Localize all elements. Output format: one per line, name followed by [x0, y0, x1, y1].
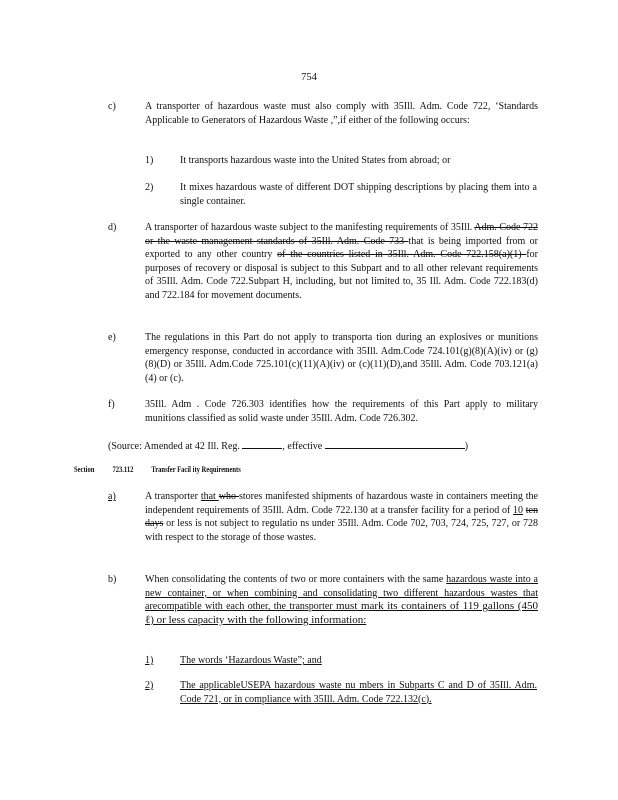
text-run: When consolidating the contents of two or more containers with the same [145, 574, 447, 585]
paragraph-text: The regulations in this Part do not apply to transporta tion during an explosives or munitions emergency response, conducted in accordance with 35Ill. Adm.Code 724.101(g)(8)(A)(iv) or (g)(8)(D) or 35Ill. Adm.Code 725.101(c)(11)(A)(iv) or (c)(11)(D),and 35Ill. Adm. Code 703.121(a)(4) or (c). [145, 332, 538, 384]
paragraph-e [108, 331, 538, 385]
paragraph-text [145, 573, 538, 627]
subparagraph-b1 [145, 654, 537, 668]
paragraph-d [108, 221, 538, 303]
subparagraph-text [180, 679, 537, 706]
subparagraph-text: It transports hazardous waste into the United States from abroad; or [180, 155, 451, 166]
source-suffix: ) [464, 441, 469, 452]
subparagraph-c2 [145, 181, 537, 208]
label-text: 2) [145, 680, 154, 691]
paragraph-a [108, 490, 538, 544]
paragraph-text [145, 221, 538, 303]
inserted-text: must mark its containers of 119 gallons (450 ℓ) or less capacity with the following information: [145, 600, 538, 626]
paragraph-label: e) [108, 332, 116, 343]
inserted-text: The applicableUSEPA hazardous waste nu mbers in Subparts C and D of 35Ill. Adm. Code 721, or in compliance with 35Ill. Adm. Code 722.132(c). [180, 680, 537, 705]
paragraph-c [108, 100, 538, 127]
subparagraph-label [145, 654, 153, 668]
deleted-text: Adm. Code 722 or the waste management standards of 35Ill. Adm. Code 733 [145, 222, 538, 247]
inserted-text: hazardous waste into a new container, or when combining and consolidating two different hazardous wastes that arecompatible with each other, the transporter [145, 574, 538, 613]
section-heading [74, 465, 257, 474]
subparagraph-label [145, 679, 153, 693]
deleted-text: days [145, 518, 164, 530]
label-text: 1) [145, 655, 154, 666]
paragraph-text: A transporter of hazardous waste must also comply with 35Ill. Adm. Code 722, ‘Standards Applicable to Generators of Hazardous Waste ,”,if either of the following occurs: [145, 101, 538, 126]
deleted-text: who [218, 491, 239, 502]
subparagraph-text [180, 654, 537, 668]
paragraph-label: d) [108, 222, 117, 233]
inserted-text: 10 [513, 504, 524, 516]
section-number: 723.112 [112, 465, 134, 474]
paragraph-label [108, 490, 116, 504]
paragraph-label: b) [108, 574, 117, 585]
subparagraph-b2 [145, 679, 537, 706]
inserted-text: that [200, 491, 219, 502]
subparagraph-label: 1) [145, 155, 154, 166]
source-note [108, 437, 538, 452]
text-run: A transporter of hazardous waste subject to the manifesting requirements of 35Ill. [145, 222, 475, 233]
paragraph-text: 35Ill. Adm . Code 726.303 identifies how the requirements of this Part apply to military munitions classified as solid waste under 35Ill. Adm. Code 726.302. [145, 399, 538, 424]
subparagraph-c1 [145, 154, 537, 168]
inserted-text: The words ‘Hazardous Waste”; and [180, 655, 322, 666]
source-mid: , effective [282, 441, 323, 452]
paragraph-label: c) [108, 101, 116, 112]
reg-blank [242, 437, 282, 449]
paragraph-text [145, 490, 538, 544]
text-run: A transporter [145, 491, 201, 502]
source-prefix: (Source: Amended at 42 Ill. Reg. [108, 441, 240, 452]
paragraph-f [108, 398, 538, 425]
label-text: a) [108, 491, 116, 502]
deleted-text: of the countries listed in 35Ill. Adm. Code 722.158(a)(1) [277, 249, 527, 261]
text-run: for purposes of recovery or disposal is subject to this Subpart and to all other relevant requirements of 35Ill. Adm. Code 722.Subpart H, including, but not limited to, 35 Ill. Adm. Code 722.183(d) and 722.184 for movement documents. [145, 249, 538, 301]
effective-blank [325, 437, 465, 449]
deleted-text: ten [525, 504, 538, 516]
subparagraph-label: 2) [145, 182, 154, 193]
text-run: stores manifested shipments of hazardous waste in containers meeting the independent requirements of 35Ill. Adm. Code 722.130 at a transfer facility for a period of [145, 491, 538, 516]
section-title: Transfer Facil ity Requirements [151, 465, 241, 474]
paragraph-b [108, 573, 538, 627]
section-word: Section [74, 465, 95, 474]
text-run: that is being imported from or exported to any other country [145, 235, 538, 261]
page-number: 754 [301, 72, 317, 83]
subparagraph-text: It mixes hazardous waste of different DOT shipping descriptions by placing them into a single container. [180, 182, 537, 207]
text-run: or less is not subject to regulatio ns under 35Ill. Adm. Code 702, 703, 724, 725, 727, or 728 with respect to the storage of those wastes. [145, 518, 538, 543]
paragraph-label: f) [108, 399, 115, 410]
